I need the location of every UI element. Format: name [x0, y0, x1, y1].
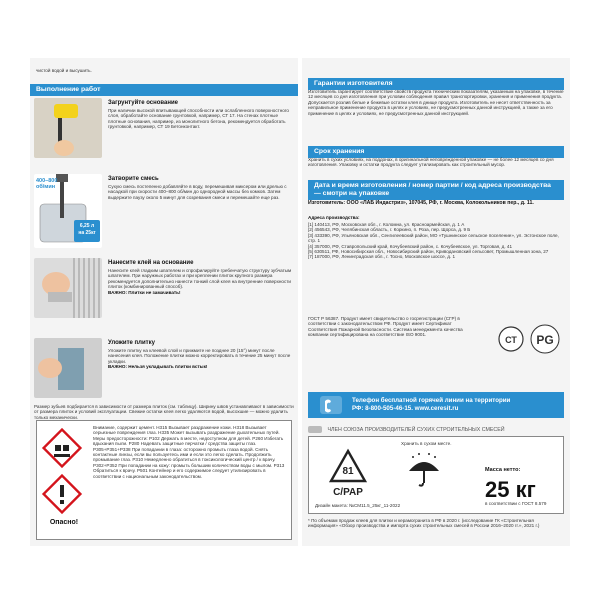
- storage-text: Хранить в сухих условиях, на поддонах, в оригинальной неповрежденной упаковке — не более 12 месяцев со дня изготовления. Упаковку и остатки продукта следует утилизировать как строительный мусор.: [308, 157, 554, 168]
- step-2-title: Затворите смесь: [108, 176, 159, 182]
- production-date-title: Дата и время изготовления / номер партии / код адреса производства — смотри на упаковке: [308, 180, 564, 200]
- addresses-title: Адреса производства:: [308, 215, 360, 220]
- svg-text:PG: PG: [536, 333, 554, 347]
- sales-footnote: * По объемам продаж клеев для плитки и керамогранита в РФ в 2020 г. (исследование ГК «Строительная информация» «Обзор производства и импорта сухих строительных смесей в России 2016–2020 гг.», 2021 г.): [308, 518, 540, 529]
- step-1: [30, 98, 298, 168]
- hotline-bar: [308, 392, 564, 418]
- manufacturer-text: Изготовитель: ООО «ЛАБ Индастриз», 107045, РФ, г. Москва, Колокольников пер., д. 11.: [308, 200, 534, 206]
- notes-text: Размер зубьев подбирается в зависимости от размера плиток (см. таблицу). Ширину швов устанавливают в зависимости от размера плиток и условий эксплуатации. Свежие остатки клея легко удаляются водой, высохшие — можно удалить только механически.: [34, 404, 294, 420]
- step-4-text: Уложите плитку на клеевой слой и прижмите не позднее 20 (15°) минут после нанесения клея. Положение плитки можно корректировать в течение 25 минут после укладки.: [108, 348, 291, 364]
- step-4: [30, 338, 298, 404]
- address-item: [4] 357000, РФ, Ставропольский край, Кочубеевский район, с. Кочубеевское, ул. Торговая, д. 41: [308, 243, 513, 249]
- step-2-text: Сухую смесь постепенно добавляйте в воду, перемешивая миксером или дрелью с насадкой при скорости 400–800 об/мин до однородной массы без комков. Затем выдержите паузу около 5 минут для созревания смеси и перемешайте еще раз.: [108, 184, 287, 200]
- addresses-list: [308, 222, 564, 260]
- step-3-title: Нанесите клей на основание: [108, 260, 194, 266]
- fire-safety-cert-icon: [530, 324, 560, 354]
- net-weight-label: Масса нетто:: [485, 467, 521, 473]
- address-item: [5] 630511, РФ, Новосибирская обл., Новосибирский район, Криводановский сельсовет, Промышленная зона, 27: [308, 249, 549, 255]
- section-title-work: Выполнение работ: [30, 84, 298, 96]
- hazard-signal-word: Опасно!: [49, 519, 79, 526]
- step-4-warning: ВАЖНО: Нельзя укладывать плитки встык!: [108, 364, 208, 370]
- mix-water-value: 6,25 л: [79, 223, 95, 229]
- union-logo-icon: [308, 426, 322, 433]
- mixing-illustration: [34, 174, 102, 248]
- step-2: [30, 174, 298, 252]
- hazard-statement-text: Внимание, содержит цемент. H315 Вызывает раздражение кожи. H318 Вызывает серьезные повреждения глаз. H335 Может вызывать раздражение дыхательных путей. Меры предосторожности: P102 Держать в месте, недоступном для детей. P260 Избегать вдыхания пыли. P280 Надевать защитные перчатки / средства защиты глаз. P305+P351+P338 При попадании в глаза: осторожно промыть глаза водой. Снять контактные линзы, если вы пользуетесь ими и если это легко сделать. Продолжить промывание глаз. P310 Немедленно обратиться в токсикологический центр / к врачу. P302+P352 При попадании на кожу: промыть большим количеством воды с мылом. P313 Обратиться к врачу. P501 Контейнер и его содержимое следует утилизировать в соответствии с национальным законодательством.: [93, 425, 285, 479]
- mix-rpm-unit: об/мин: [36, 184, 56, 190]
- tile-laying-illustration: [34, 338, 102, 398]
- recycle-icon: [321, 445, 375, 499]
- intro-line: чистой водой и высушить.: [36, 68, 92, 73]
- address-item: [3] 433390, РФ, Ульяновская обл., Сенгилеевский район, МО «Тушнинское сельское поселение», ул. Эстонское поле, стр. 1: [308, 232, 559, 244]
- keep-dry-text: Хранить в сухом месте.: [401, 441, 452, 446]
- step-1-text: При наличии высокой впитывающей способности или ослабленного поверхностного слоя, обработайте основание грунтовкой, например, СТ 17. На стенах плотные плотные основания, например, из монолитного бетона, рекомендуется обработать грунтовкой, например, СТ 19 Бетонконтакт.: [108, 108, 289, 130]
- recycle-label: C/PAP: [333, 487, 363, 498]
- package-info-box: [308, 436, 564, 514]
- step-3-text: Нанесите клей гладким шпателем и спрофилируйте гребенчатую структуру зубчатым шпателем. При наружных работах и при креплении плиток крупного размера рекомендуется дополнительно нанести тонкий слой клея на внутренние поверхности плиток (комбинированный способ).: [108, 268, 292, 290]
- certification-block: [308, 316, 564, 347]
- net-weight-value: 25 кг: [485, 477, 536, 502]
- step-3-warning: ВАЖНО: Плитки не замачивать!: [108, 289, 181, 295]
- trowel-illustration: [34, 258, 102, 318]
- exclamation-hazard-icon: [41, 473, 83, 515]
- recycle-code: 81: [342, 466, 354, 477]
- mix-water-unit: на 25кг: [78, 230, 96, 236]
- standard-text: ГОСТ Р 56387. Продукт имеет свидетельство о госрегистрации (СГР) в соответствии с законодательством РФ. Продукт имеет Сертификат Соответствия Пожарной Безопасности. Система менеджмента качества компании сертифицирована на соответствие ISO 9001.: [308, 316, 463, 338]
- corrosive-hazard-icon: [41, 427, 83, 469]
- primer-roller-illustration: [34, 98, 102, 158]
- weight-gost: в соответствии с ГОСТ 8.579: [485, 501, 547, 506]
- svg-text:СТ: СТ: [505, 335, 517, 345]
- hotline-line-1: Телефон бесплатной горячей линии на территории: [352, 397, 511, 404]
- eac-cert-icon: [498, 326, 524, 352]
- storage-title: Срок хранения: [308, 146, 564, 158]
- right-panel: [302, 58, 570, 546]
- hotline-line-2: РФ: 8-800-505-46-15. www.ceresit.ru: [352, 405, 459, 412]
- left-panel: [30, 58, 298, 546]
- step-4-title: Уложите плитку: [108, 340, 155, 346]
- union-member-label: ЧЛЕН СОЮЗА ПРОИЗВОДИТЕЛЕЙ СУХИХ СТРОИТЕЛЬНЫХ СМЕСЕЙ: [327, 426, 505, 433]
- guarantee-text: Изготовитель гарантирует соответствие свойств продукта техническим показателям, указанным на упаковке, в течение 12 месяцев со дня изготовления при условии соблюдения правил транспортировки, хранения и применения продукта. Допускается розлив белые и бежевые остатки клея в днище продукта. Изготовитель не несет ответственность за неправильное применение продукта в целях и условиях, не предусмотренных данной инструкцией, а также за его применение в целях и условиях, не предусмотренных данной инструкцией.: [308, 89, 564, 116]
- hotline-text[interactable]: [352, 397, 510, 413]
- address-item: [7] 187000, РФ, Ленинградская обл., г. Тосно, Московское шоссе, д. 1: [308, 254, 456, 260]
- hazard-warning-box: [36, 420, 292, 540]
- union-member-text: [308, 426, 564, 433]
- step-3: [30, 258, 298, 330]
- phone-icon: [320, 396, 342, 414]
- address-item: [1] 140413, РФ, Московская обл., г. Коломна, ул. Красноармейская, д. 1 А: [308, 222, 465, 227]
- mix-rpm-value: 400–800: [36, 178, 58, 184]
- address-item: [2] 456543, РФ, Челябинская область, г. Коркино, п. Роза, пер. Щорса, д. 9 Б: [308, 227, 471, 233]
- umbrella-icon: [405, 451, 443, 489]
- step-1-title: Загрунтуйте основание: [108, 100, 179, 106]
- guarantee-title: Гарантии изготовителя: [308, 78, 564, 90]
- design-sku: Дизайн макета: №CM11.5_25кг_11-2022: [315, 503, 401, 508]
